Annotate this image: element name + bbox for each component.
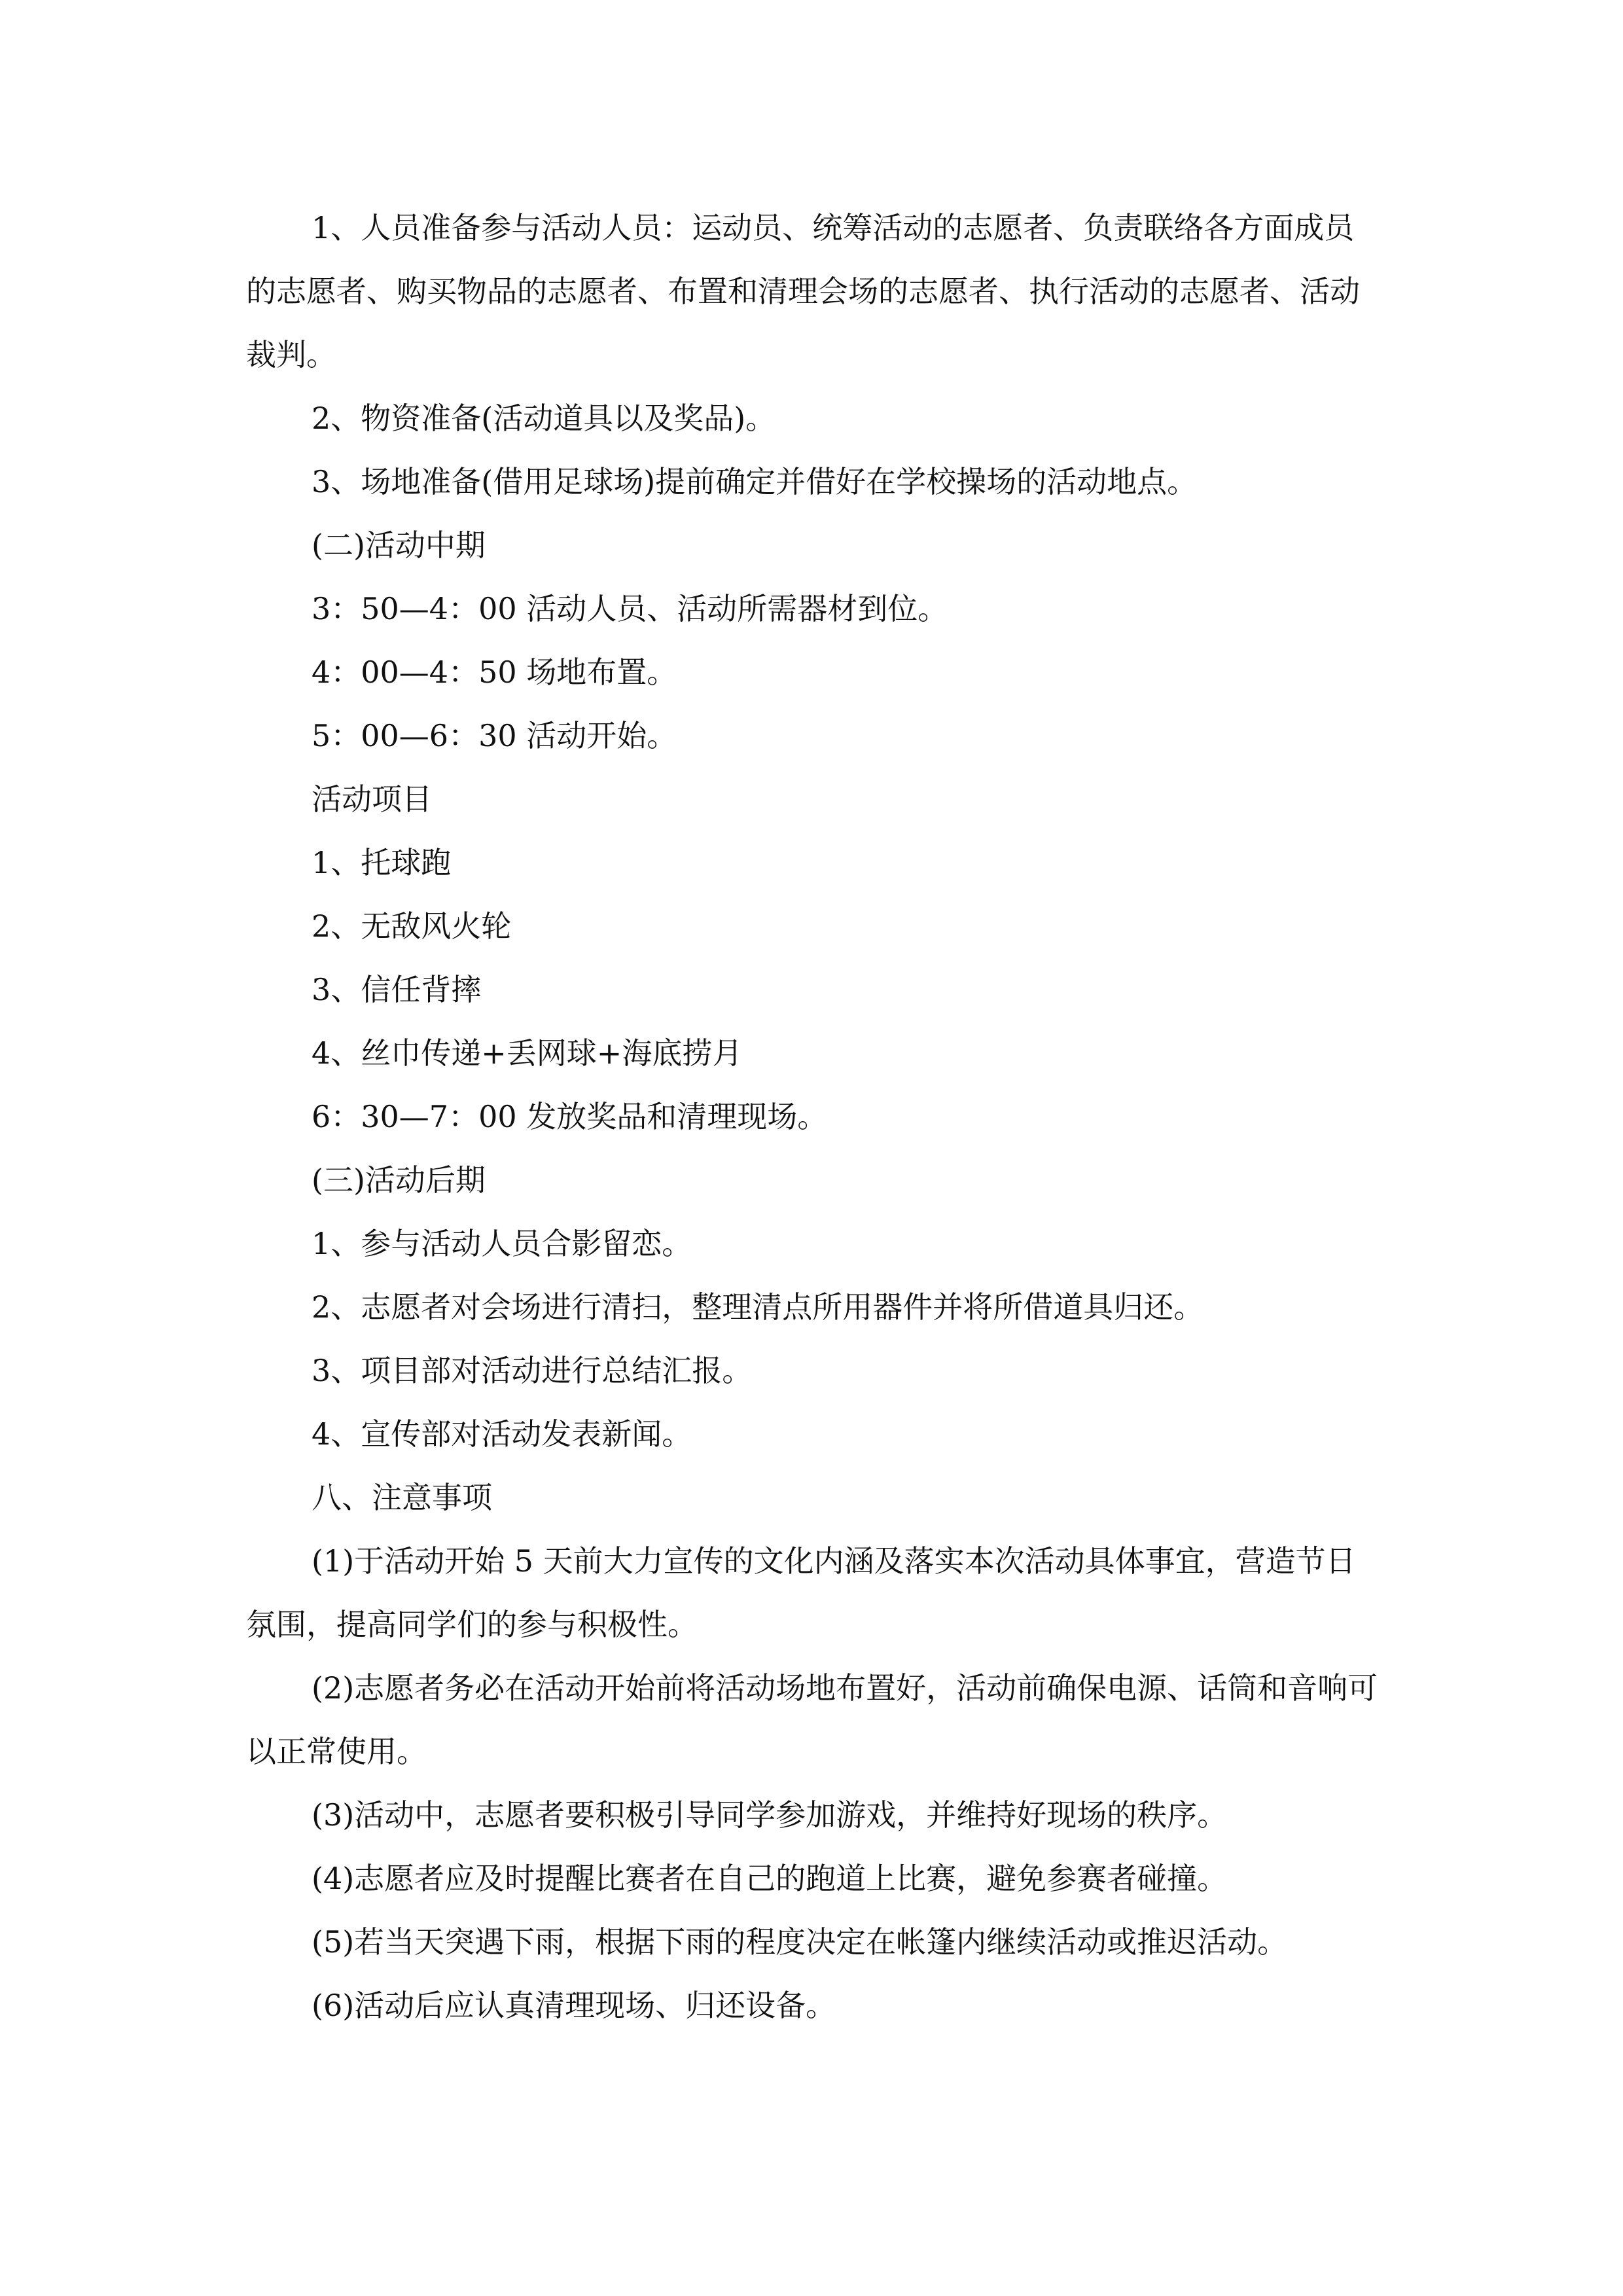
note-item-3: (3)活动中，志愿者要积极引导同学参加游戏，并维持好现场的秩序。: [312, 1797, 1228, 1833]
document-body: [246, 196, 1378, 2037]
late-phase-item-1: 1、参与活动人员合影留恋。: [312, 1226, 692, 1261]
activity-item-1: 1、托球跑: [312, 845, 452, 880]
late-phase-item-4: 4、宣传部对活动发表新闻。: [312, 1416, 692, 1452]
paragraph-materials-preparation: 2、物资准备(活动道具以及奖品)。: [312, 401, 776, 436]
note-item-5: (5)若当天突遇下雨，根据下雨的程度决定在帐篷内继续活动或推迟活动。: [312, 1924, 1288, 1960]
section-heading-late-phase: (三)活动后期: [312, 1162, 486, 1198]
paragraph-staff-preparation: 1、人员准备参与活动人员：运动员、统筹活动的志愿者、负责联络各方面成员的志愿者、购买物品的志愿者、布置和清理会场的志愿者、执行活动的志愿者、活动裁判。: [246, 210, 1360, 372]
schedule-item-setup: 4：00—4：50 场地布置。: [312, 655, 677, 690]
note-item-2: (2)志愿者务必在活动开始前将活动场地布置好，活动前确保电源、话筒和音响可以正常使用。: [246, 1670, 1378, 1769]
section-heading-mid-phase: (二)活动中期: [312, 528, 486, 563]
schedule-item-start: 5：00—6：30 活动开始。: [312, 718, 677, 753]
section-heading-activities: 活动项目: [312, 781, 432, 817]
activity-item-4: 4、丝巾传递+丢网球+海底捞月: [312, 1035, 743, 1071]
note-item-4: (4)志愿者应及时提醒比赛者在自己的跑道上比赛，避免参赛者碰撞。: [312, 1861, 1228, 1896]
schedule-item-prizes: 6：30—7：00 发放奖品和清理现场。: [312, 1099, 828, 1134]
late-phase-item-2: 2、志愿者对会场进行清扫，整理清点所用器件并将所借道具归还。: [312, 1289, 1204, 1325]
paragraph-venue-preparation: 3、场地准备(借用足球场)提前确定并借好在学校操场的活动地点。: [312, 464, 1198, 499]
schedule-item-arrival: 3：50—4：00 活动人员、活动所需器材到位。: [312, 591, 948, 626]
activity-item-3: 3、信任背摔: [312, 972, 482, 1007]
note-item-6: (6)活动后应认真清理现场、归还设备。: [312, 1988, 836, 2023]
note-item-1: (1)于活动开始 5 天前大力宣传的文化内涵及落实本次活动具体事宜，营造节日氛围，提高同学们的参与积极性。: [246, 1543, 1356, 1642]
late-phase-item-3: 3、项目部对活动进行总结汇报。: [312, 1353, 753, 1388]
activity-item-2: 2、无敌风火轮: [312, 908, 512, 944]
section-heading-notes: 八、注意事项: [312, 1480, 492, 1515]
